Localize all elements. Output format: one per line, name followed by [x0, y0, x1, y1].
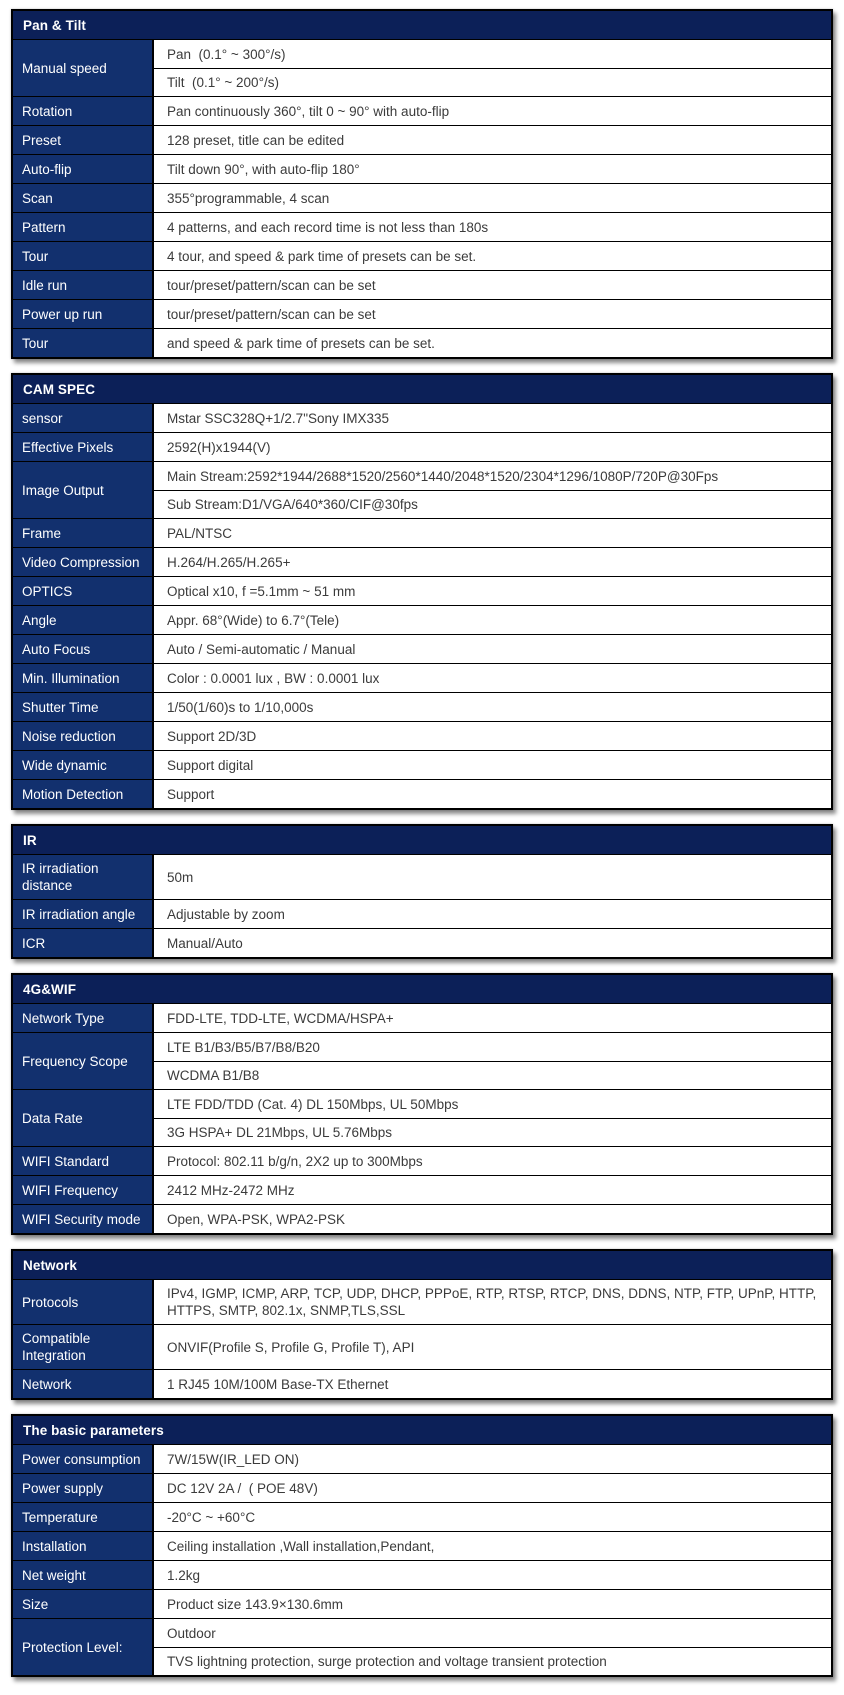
spec-value: DC 12V 2A / ( POE 48V) [167, 1480, 318, 1496]
spec-row [13, 605, 831, 634]
spec-values [154, 1445, 831, 1473]
spec-label: Tour [13, 329, 154, 357]
spec-label: Motion Detection [13, 780, 154, 808]
spec-value: Pan (0.1° ~ 300°/s) [167, 46, 286, 62]
spec-values [154, 242, 831, 270]
spec-section [11, 824, 833, 959]
spec-row [13, 855, 831, 899]
spec-values [154, 693, 831, 721]
spec-values [154, 329, 831, 357]
spec-values [154, 1325, 831, 1369]
spec-label: Angle [13, 606, 154, 634]
spec-label: IR irradiation angle [13, 900, 154, 928]
spec-value: Support [167, 786, 215, 802]
spec-values [154, 1090, 831, 1146]
spec-value: Support digital [167, 757, 254, 773]
spec-value: Support 2D/3D [167, 728, 257, 744]
spec-row [13, 1531, 831, 1560]
spec-label: WIFI Standard [13, 1147, 154, 1175]
spec-values [154, 184, 831, 212]
section-title: Pan & Tilt [23, 17, 87, 33]
spec-label: Power consumption [13, 1445, 154, 1473]
spec-label: Net weight [13, 1561, 154, 1589]
spec-value: PAL/NTSC [167, 525, 233, 541]
spec-value: Color : 0.0001 lux , BW : 0.0001 lux [167, 670, 380, 686]
spec-row [13, 1089, 831, 1146]
spec-label: Tour [13, 242, 154, 270]
spec-value: and speed & park time of presets can be set. [167, 335, 435, 351]
spec-values [154, 433, 831, 461]
spec-value: 4 tour, and speed & park time of presets can be set. [167, 248, 477, 264]
spec-row [13, 750, 831, 779]
spec-values [154, 213, 831, 241]
spec-section [11, 373, 833, 810]
spec-label: Preset [13, 126, 154, 154]
spec-values [154, 780, 831, 808]
spec-values [154, 40, 831, 96]
spec-row [13, 299, 831, 328]
spec-value: 1 RJ45 10M/100M Base-TX Ethernet [167, 1376, 389, 1392]
spec-row [13, 270, 831, 299]
spec-values [154, 462, 831, 518]
spec-row [13, 899, 831, 928]
spec-values [154, 606, 831, 634]
spec-tables [11, 9, 833, 1677]
spec-value: 128 preset, title can be edited [167, 132, 345, 148]
spec-label: Video Compression [13, 548, 154, 576]
spec-value: WCDMA B1/B8 [154, 1061, 831, 1089]
spec-row [13, 547, 831, 576]
section-rows [13, 1444, 831, 1675]
spec-row [13, 183, 831, 212]
spec-value: 4 patterns, and each record time is not less than 180s [167, 219, 489, 235]
spec-row [13, 154, 831, 183]
spec-label: Network Type [13, 1004, 154, 1032]
spec-label: Network [13, 1370, 154, 1398]
spec-row [13, 1445, 831, 1473]
spec-row [13, 212, 831, 241]
spec-value: 1.2kg [167, 1567, 201, 1583]
spec-values [154, 664, 831, 692]
spec-label: Wide dynamic [13, 751, 154, 779]
spec-label: Auto Focus [13, 635, 154, 663]
spec-section [11, 1249, 833, 1400]
spec-label: Protocols [13, 1280, 154, 1324]
spec-label: Size [13, 1590, 154, 1618]
spec-row [13, 1560, 831, 1589]
spec-value: Appr. 68°(Wide) to 6.7°(Tele) [167, 612, 340, 628]
spec-row [13, 1589, 831, 1618]
spec-value: H.264/H.265/H.265+ [167, 554, 291, 570]
spec-label: OPTICS [13, 577, 154, 605]
spec-value: tour/preset/pattern/scan can be set [167, 306, 376, 322]
spec-section [11, 973, 833, 1235]
spec-row [13, 1369, 831, 1398]
spec-value: 2592(H)x1944(V) [167, 439, 271, 455]
spec-values [154, 155, 831, 183]
spec-row [13, 1204, 831, 1233]
spec-values [154, 404, 831, 432]
spec-row [13, 461, 831, 518]
section-header [13, 375, 831, 403]
spec-label: Pattern [13, 213, 154, 241]
spec-row [13, 432, 831, 461]
spec-value: 3G HSPA+ DL 21Mbps, UL 5.76Mbps [154, 1118, 831, 1146]
spec-label: Temperature [13, 1503, 154, 1531]
spec-label: WIFI Security mode [13, 1205, 154, 1233]
spec-row [13, 663, 831, 692]
spec-label: Data Rate [13, 1090, 154, 1146]
spec-row [13, 40, 831, 96]
spec-value: LTE FDD/TDD (Cat. 4) DL 150Mbps, UL 50Mbps [167, 1096, 459, 1112]
spec-values [154, 519, 831, 547]
spec-label: Min. Illumination [13, 664, 154, 692]
spec-value: 355°programmable, 4 scan [167, 190, 330, 206]
spec-value: Sub Stream:D1/VGA/640*360/CIF@30fps [154, 490, 831, 518]
spec-label: Frame [13, 519, 154, 547]
section-rows [13, 1003, 831, 1233]
spec-values [154, 751, 831, 779]
spec-value: Tilt down 90°, with auto-flip 180° [167, 161, 360, 177]
spec-value: 2412 MHz-2472 MHz [167, 1182, 295, 1198]
spec-values [154, 722, 831, 750]
spec-row [13, 96, 831, 125]
spec-row [13, 692, 831, 721]
spec-row [13, 1032, 831, 1089]
spec-values [154, 1370, 831, 1398]
section-header [13, 826, 831, 854]
section-title: The basic parameters [23, 1422, 164, 1438]
spec-row [13, 241, 831, 270]
spec-label: Scan [13, 184, 154, 212]
spec-values [154, 548, 831, 576]
spec-values [154, 97, 831, 125]
section-header [13, 11, 831, 39]
spec-values [154, 1033, 831, 1089]
spec-value: IPv4, IGMP, ICMP, ARP, TCP, UDP, DHCP, PPPoE, RTP, RTSP, RTCP, DNS, DDNS, NTP, FTP, UPnP, HTTP, HTTPS, SMTP, 802.1x, SNMP,TLS,SSL [167, 1286, 821, 1318]
spec-value: LTE B1/B3/B5/B7/B8/B20 [167, 1039, 320, 1055]
spec-row [13, 328, 831, 357]
spec-row [13, 779, 831, 808]
spec-row [13, 1280, 831, 1324]
section-title: IR [23, 832, 37, 848]
spec-values [154, 1619, 831, 1675]
section-header [13, 975, 831, 1003]
spec-row [13, 1473, 831, 1502]
spec-label: WIFI Frequency [13, 1176, 154, 1204]
section-rows [13, 854, 831, 957]
spec-section [11, 1414, 833, 1677]
spec-values [154, 1147, 831, 1175]
spec-row [13, 404, 831, 432]
spec-values [154, 300, 831, 328]
spec-label: Installation [13, 1532, 154, 1560]
spec-value: 7W/15W(IR_LED ON) [167, 1451, 300, 1467]
spec-row [13, 1618, 831, 1675]
spec-value: 1/50(1/60)s to 1/10,000s [167, 699, 314, 715]
spec-row [13, 1324, 831, 1369]
spec-value: Main Stream:2592*1944/2688*1520/2560*1440/2048*1520/2304*1296/1080P/720P@30Fps [167, 468, 719, 484]
spec-values [154, 1474, 831, 1502]
spec-row [13, 1004, 831, 1032]
spec-values [154, 1503, 831, 1531]
spec-row [13, 576, 831, 605]
spec-values [154, 929, 831, 957]
spec-value: Pan continuously 360°, tilt 0 ~ 90° with auto-flip [167, 103, 450, 119]
spec-values [154, 1205, 831, 1233]
section-header [13, 1416, 831, 1444]
spec-value: Open, WPA-PSK, WPA2-PSK [167, 1211, 346, 1227]
spec-label: Shutter Time [13, 693, 154, 721]
spec-label: sensor [13, 404, 154, 432]
spec-label: Power up run [13, 300, 154, 328]
spec-values [154, 1280, 831, 1324]
spec-value: Protocol: 802.11 b/g/n, 2X2 up to 300Mbps [167, 1153, 423, 1169]
spec-value: 50m [167, 869, 194, 885]
spec-values [154, 126, 831, 154]
spec-value: Ceiling installation ,Wall installation,Pendant, [167, 1538, 435, 1554]
section-title: 4G&WIF [23, 981, 77, 997]
section-title: Network [23, 1257, 77, 1273]
spec-values [154, 635, 831, 663]
spec-value: Tilt (0.1° ~ 200°/s) [154, 68, 831, 96]
spec-label: Rotation [13, 97, 154, 125]
spec-label: ICR [13, 929, 154, 957]
spec-values [154, 1561, 831, 1589]
spec-row [13, 634, 831, 663]
spec-value: Outdoor [167, 1625, 216, 1641]
spec-value: Optical x10, f =5.1mm ~ 51 mm [167, 583, 356, 599]
spec-label: Effective Pixels [13, 433, 154, 461]
spec-value: tour/preset/pattern/scan can be set [167, 277, 376, 293]
spec-value: ONVIF(Profile S, Profile G, Profile T), API [167, 1339, 415, 1355]
spec-section [11, 9, 833, 359]
spec-value: Auto / Semi-automatic / Manual [167, 641, 356, 657]
spec-values [154, 1176, 831, 1204]
section-rows [13, 39, 831, 357]
spec-values [154, 1590, 831, 1618]
spec-label: Image Output [13, 462, 154, 518]
section-rows [13, 403, 831, 808]
spec-value: Adjustable by zoom [167, 906, 285, 922]
spec-label: IR irradiation distance [13, 855, 154, 899]
spec-values [154, 900, 831, 928]
spec-label: Frequency Scope [13, 1033, 154, 1089]
spec-values [154, 1004, 831, 1032]
spec-label: Idle run [13, 271, 154, 299]
spec-label: Manual speed [13, 40, 154, 96]
spec-row [13, 1175, 831, 1204]
section-title: CAM SPEC [23, 381, 96, 397]
spec-row [13, 721, 831, 750]
spec-label: Compatible Integration [13, 1325, 154, 1369]
spec-label: Protection Level: [13, 1619, 154, 1675]
spec-row [13, 125, 831, 154]
spec-label: Power supply [13, 1474, 154, 1502]
spec-values [154, 1532, 831, 1560]
spec-value: TVS lightning protection, surge protection and voltage transient protection [154, 1647, 831, 1675]
spec-label: Noise reduction [13, 722, 154, 750]
spec-row [13, 518, 831, 547]
spec-value: Manual/Auto [167, 935, 243, 951]
section-rows [13, 1279, 831, 1398]
spec-value: -20°C ~ +60°C [167, 1509, 256, 1525]
spec-value: Mstar SSC328Q+1/2.7"Sony IMX335 [167, 410, 390, 426]
spec-row [13, 928, 831, 957]
spec-values [154, 855, 831, 899]
spec-row [13, 1146, 831, 1175]
spec-row [13, 1502, 831, 1531]
spec-value: FDD-LTE, TDD-LTE, WCDMA/HSPA+ [167, 1010, 394, 1026]
spec-values [154, 577, 831, 605]
spec-values [154, 271, 831, 299]
spec-value: Product size 143.9×130.6mm [167, 1596, 343, 1612]
spec-label: Auto-flip [13, 155, 154, 183]
section-header [13, 1251, 831, 1279]
